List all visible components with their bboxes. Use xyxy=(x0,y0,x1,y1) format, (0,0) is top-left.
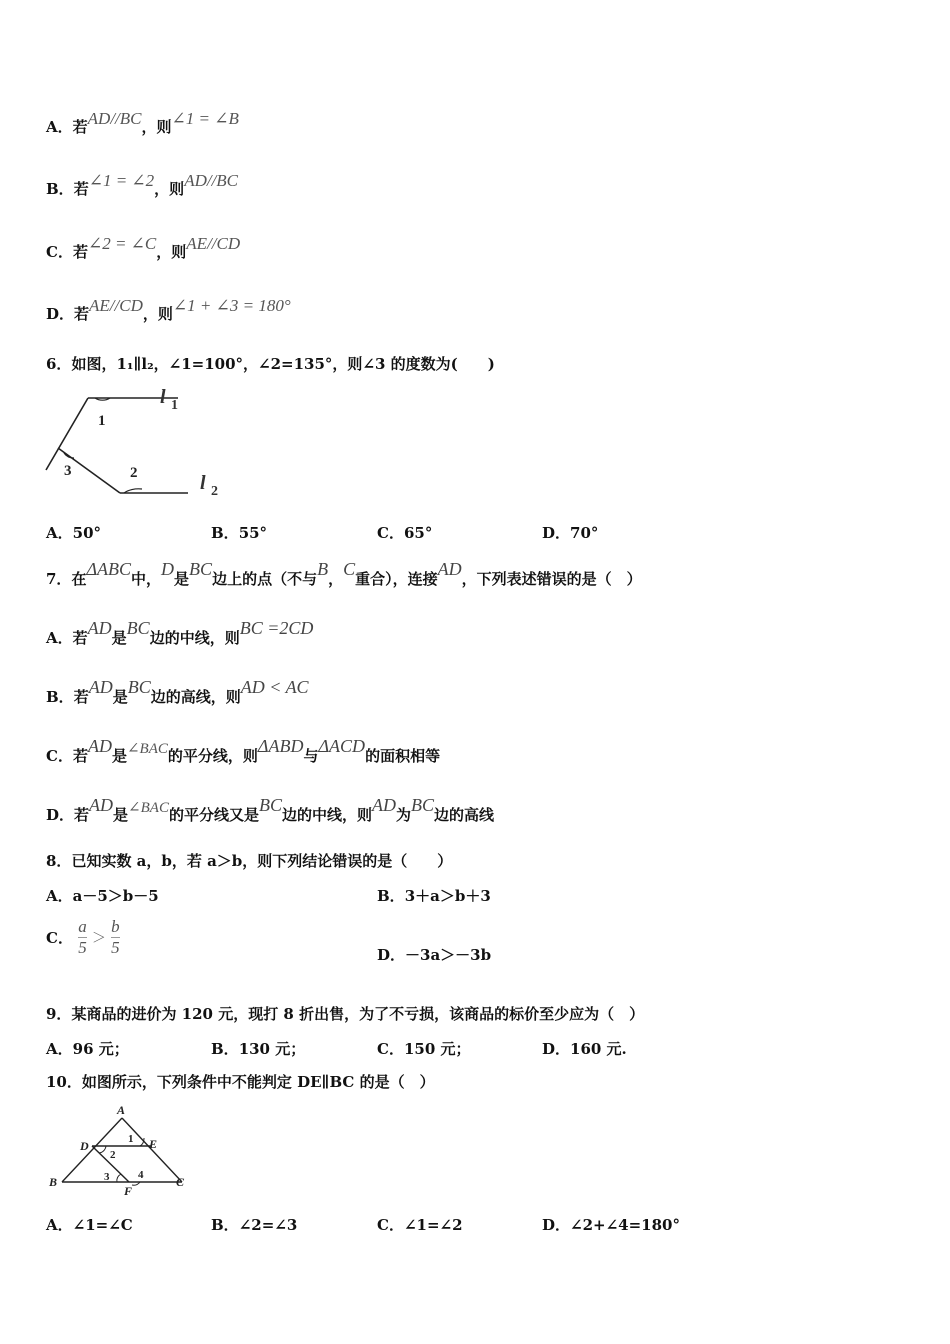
math-expression: AD < AC xyxy=(240,677,309,697)
angle-2-label: 2 xyxy=(110,1149,116,1161)
l1-subscript: 1 xyxy=(171,398,178,413)
q7-option-b[interactable] xyxy=(46,677,309,707)
math-expression: ∠BAC xyxy=(126,741,168,757)
option-text: 边的高线，则 xyxy=(150,688,241,706)
option-text: 的平分线又是 xyxy=(168,806,259,824)
fraction-b-over-5 xyxy=(111,917,120,958)
option-text: 若 xyxy=(72,747,88,765)
option-text: ∠1=∠C xyxy=(72,1216,133,1234)
option-text: 边的中线，则 xyxy=(149,629,240,647)
option-text: 的平分线，则 xyxy=(167,747,258,765)
angle-2-label: 2 xyxy=(130,465,138,481)
option-text: 96 元； xyxy=(72,1040,129,1058)
l2-label: l xyxy=(200,472,206,494)
option-text: 若 xyxy=(74,305,90,323)
option-label: B． xyxy=(211,524,239,542)
q5-option-d[interactable] xyxy=(46,296,291,324)
math-expression: BC xyxy=(126,618,150,638)
option-label: A． xyxy=(46,1216,73,1234)
q5-option-b[interactable] xyxy=(46,171,239,199)
q6-figure xyxy=(40,385,240,505)
q7-option-c[interactable] xyxy=(46,736,441,766)
math-expression: ∠1 + ∠3 = 180° xyxy=(172,296,291,315)
numerator: b xyxy=(111,917,120,936)
option-label: D． xyxy=(46,806,75,824)
q6-option-b[interactable] xyxy=(211,522,267,543)
question-text: 是 xyxy=(174,570,190,588)
math-expression: B xyxy=(317,559,329,579)
option-text: 160 元. xyxy=(570,1040,627,1058)
question-number: 7． xyxy=(46,570,72,588)
q10-option-d[interactable] xyxy=(542,1214,680,1235)
option-text: 与 xyxy=(303,747,319,765)
option-text: a－5＞b－5 xyxy=(72,887,159,905)
q6-option-d[interactable] xyxy=(542,522,598,543)
option-label: A． xyxy=(46,1040,73,1058)
math-expression: ∠1 = ∠2 xyxy=(88,171,155,190)
question-text: ，下列表述错误的是（ ） xyxy=(461,570,642,588)
option-text: 若 xyxy=(72,118,88,136)
point-b-label: B xyxy=(49,1175,58,1189)
option-text: 边的高线 xyxy=(434,806,495,824)
option-label: A． xyxy=(46,524,73,542)
math-expression: AD//BC xyxy=(184,171,239,190)
option-label: A． xyxy=(46,887,73,905)
q6-option-a[interactable] xyxy=(46,522,101,543)
option-label: B． xyxy=(46,180,74,198)
math-operator: ＞ xyxy=(91,930,106,947)
option-text: 50° xyxy=(72,524,102,542)
option-label: C． xyxy=(46,747,73,765)
q8-option-d[interactable] xyxy=(377,944,491,965)
option-text: 70° xyxy=(570,524,599,542)
option-text: 若 xyxy=(73,180,89,198)
math-expression: BC xyxy=(127,677,151,697)
q10-option-a[interactable] xyxy=(46,1214,133,1235)
q9-option-c[interactable] xyxy=(377,1038,471,1059)
question-text: 在 xyxy=(71,570,87,588)
option-text: ，则 xyxy=(156,243,187,261)
angle-1-label: 1 xyxy=(98,413,106,429)
option-text: 若 xyxy=(72,243,88,261)
option-text: 65° xyxy=(403,524,433,542)
option-label: D． xyxy=(542,1216,571,1234)
math-expression: ΔABD xyxy=(257,736,304,756)
math-expression: ∠BAC xyxy=(128,800,169,816)
option-text: ，则 xyxy=(141,118,172,136)
math-expression: ΔABC xyxy=(86,559,132,579)
option-label: A． xyxy=(46,629,73,647)
question-number: 9． xyxy=(46,1005,72,1023)
option-label: C． xyxy=(377,524,404,542)
l2-subscript: 2 xyxy=(211,484,218,499)
question-number: 10． xyxy=(46,1073,82,1091)
math-expression: ΔACD xyxy=(318,736,366,756)
option-text: －3a＞－3b xyxy=(405,946,492,964)
option-text: 150 元； xyxy=(403,1040,471,1058)
q10-option-c[interactable] xyxy=(377,1214,463,1235)
option-text: ，则 xyxy=(154,180,185,198)
option-text: 55° xyxy=(238,524,268,542)
q9-option-d[interactable] xyxy=(542,1038,627,1059)
point-a-label: A xyxy=(117,1103,126,1117)
option-label: D． xyxy=(542,524,571,542)
point-c-label: C xyxy=(176,1175,185,1189)
q6-option-c[interactable] xyxy=(377,522,432,543)
option-text: 是 xyxy=(111,629,127,647)
q7-option-a[interactable] xyxy=(46,618,314,648)
math-expression: AE//CD xyxy=(186,234,241,253)
option-label: A． xyxy=(46,118,73,136)
point-d-label: D xyxy=(80,1139,89,1153)
q8-stem xyxy=(46,850,452,871)
math-expression: ∠1 = ∠B xyxy=(171,109,239,128)
point-e-label: E xyxy=(149,1137,158,1151)
question-text: 中， xyxy=(131,570,162,588)
option-text: 是 xyxy=(111,747,127,765)
question-text: ， xyxy=(328,570,344,588)
option-label: B． xyxy=(211,1216,239,1234)
math-expression: AD xyxy=(88,677,113,697)
math-expression: AD xyxy=(437,559,462,579)
option-label: B． xyxy=(377,887,405,905)
option-text: 若 xyxy=(72,629,88,647)
option-text: 的面积相等 xyxy=(365,747,441,765)
question-number: 8． xyxy=(46,852,72,870)
math-expression: BC xyxy=(258,795,282,815)
fraction-a-over-5 xyxy=(78,917,87,958)
question-text: 重合），连接 xyxy=(355,570,438,588)
point-f-label: F xyxy=(124,1184,133,1198)
q8-option-a[interactable] xyxy=(46,885,159,906)
math-expression: AD xyxy=(87,618,112,638)
q8-option-b[interactable] xyxy=(377,885,491,906)
math-expression: AD//BC xyxy=(87,109,142,128)
q10-option-b[interactable] xyxy=(211,1214,297,1235)
denominator: 5 xyxy=(111,938,120,957)
math-expression: ∠2 = ∠C xyxy=(87,234,157,253)
option-label: C． xyxy=(377,1216,404,1234)
l1-label: l xyxy=(160,386,166,408)
math-expression: AD xyxy=(372,795,396,815)
option-label: B． xyxy=(211,1040,239,1058)
math-expression: D xyxy=(161,559,175,579)
denominator: 5 xyxy=(78,938,87,957)
q5-option-c[interactable] xyxy=(46,234,241,262)
q5-option-a[interactable] xyxy=(46,109,239,137)
q6-stem xyxy=(46,353,495,374)
q10-figure xyxy=(44,1100,194,1200)
option-label: D． xyxy=(542,1040,571,1058)
option-text: 是 xyxy=(113,806,129,824)
question-number: 6． xyxy=(46,355,72,373)
q7-stem xyxy=(46,559,642,589)
option-label: C． xyxy=(377,1040,404,1058)
q9-option-a[interactable] xyxy=(46,1038,129,1059)
option-text: ，则 xyxy=(142,305,173,323)
option-label: C． xyxy=(46,929,73,947)
option-text: 为 xyxy=(396,806,412,824)
option-label: B． xyxy=(46,688,74,706)
option-text: ∠2+∠4=180° xyxy=(570,1216,680,1234)
option-label: C． xyxy=(46,243,73,261)
angle-3-label: 3 xyxy=(104,1171,110,1183)
option-text: 130 元； xyxy=(238,1040,306,1058)
option-text: ∠1=∠2 xyxy=(403,1216,463,1234)
numerator: a xyxy=(78,917,87,936)
option-text: 3＋a＞b＋3 xyxy=(404,887,491,905)
math-expression: BC xyxy=(189,559,213,579)
angle-3-label: 3 xyxy=(64,463,72,479)
math-expression: BC xyxy=(411,795,435,815)
q7-option-d[interactable] xyxy=(46,795,495,825)
math-expression: C xyxy=(343,559,356,579)
angle-4-label: 4 xyxy=(138,1169,144,1181)
angle-1-label: 1 xyxy=(128,1133,134,1145)
question-text: 已知实数 a，b，若 a＞b，则下列结论错误的是（ ） xyxy=(71,852,453,870)
math-expression: AE//CD xyxy=(89,296,143,315)
question-text: 边上的点（不与 xyxy=(212,570,318,588)
q8-option-c[interactable] xyxy=(46,917,120,958)
option-text: 若 xyxy=(73,688,89,706)
question-text: 如图，1₁∥l₂，∠1=100°，∠2=135°，则∠3 的度数为( ) xyxy=(71,355,495,373)
question-text: 如图所示，下列条件中不能判定 DE∥BC 的是（ ） xyxy=(81,1073,435,1091)
option-label: D． xyxy=(377,946,406,964)
option-text: ∠2=∠3 xyxy=(238,1216,298,1234)
q9-stem xyxy=(46,1003,644,1024)
option-text: 若 xyxy=(74,806,90,824)
option-label: D． xyxy=(46,305,75,323)
q9-option-b[interactable] xyxy=(211,1038,305,1059)
math-expression: AD xyxy=(89,795,114,815)
math-expression: AD xyxy=(87,736,112,756)
option-text: 边的中线，则 xyxy=(281,806,372,824)
option-text: 是 xyxy=(112,688,128,706)
math-expression: BC =2CD xyxy=(239,618,314,638)
q10-stem xyxy=(46,1071,435,1092)
question-text: 某商品的进价为 120 元，现打 8 折出售，为了不亏损，该商品的标价至少应为（ ） xyxy=(71,1005,645,1023)
